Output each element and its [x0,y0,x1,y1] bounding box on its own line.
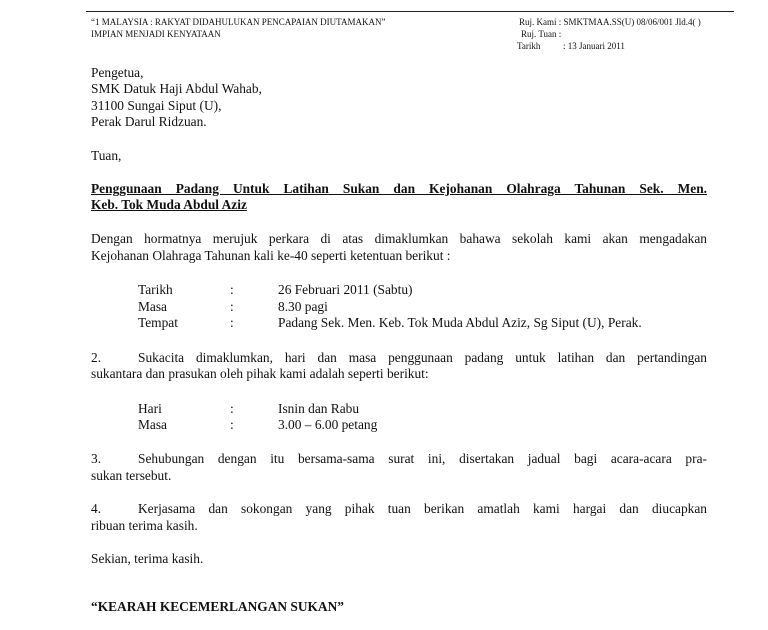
tarikh-label: Tarikh [517,41,541,51]
slogan-line-2: IMPIAN MENJADI KENYATAAN [91,29,221,39]
training-hari-label: Hari [138,401,162,416]
event-tempat-value: Padang Sek. Men. Keb. Tok Muda Abdul Aziz, Sg Siput (U), Perak. [278,315,642,330]
training-masa-value: 3.00 – 6.00 petang [278,417,378,432]
event-tarikh-colon: : [230,282,234,297]
para3-line-2: sukan tersebut. [91,468,172,483]
tarikh-value: : 13 Januari 2011 [563,41,625,51]
para4-line-2: ribuan terima kasih. [91,518,198,533]
subject-line-1: Penggunaan Padang Untuk Latihan Sukan dan Kejohanan Olahraga Tahunan Sek. Men. [91,181,707,196]
para2-line-2: sukantara dan prasukan oleh pihak kami adalah seperti berikut: [91,366,429,381]
event-masa-colon: : [230,299,234,314]
subject-line-2: Keb. Tok Muda Abdul Aziz [91,197,247,212]
para3-line-1: Sehubungan dengan itu bersama-sama surat ini, disertakan jadual bagi acara-acara pra- [138,451,707,466]
event-masa-label: Masa [138,299,168,314]
closing-text: Sekian, terima kasih. [91,551,204,566]
ruj-kami: Ruj. Kami : SMKTMAA.SS(U) 08/06/001 Jld.4( ) [519,17,701,27]
slogan-line-1: “1 MALAYSIA : RAKYAT DIDAHULUKAN PENCAPAIAN DIUTAMAKAN” [91,17,386,27]
training-hari-colon: : [230,401,234,416]
recipient-line-2: SMK Datuk Haji Abdul Wahab, [91,81,262,96]
event-masa-value: 8.30 pagi [278,299,328,314]
para4-number: 4. [91,501,102,516]
salutation: Tuan, [91,148,122,163]
recipient-line-1: Pengetua, [91,65,144,80]
event-tempat-label: Tempat [138,315,178,330]
event-tempat-colon: : [230,315,234,330]
event-tarikh-label: Tarikh [138,282,173,297]
para4-line-1: Kerjasama dan sokongan yang pihak tuan berikan amatlah kami hargai dan diucapkan [138,501,707,516]
para2-number: 2. [91,350,102,365]
intro-line-2: Kejohanan Olahraga Tahunan kali ke-40 seperti ketentuan berikut : [91,248,451,263]
training-masa-colon: : [230,417,234,432]
motto: “KEARAH KECEMERLANGAN SUKAN” [91,599,344,614]
training-masa-label: Masa [138,417,168,432]
para3-number: 3. [91,451,102,466]
intro-line-1: Dengan hormatnya merujuk perkara di atas dimaklumkan bahawa sekolah kami akan mengadakan [91,231,707,246]
training-hari-value: Isnin dan Rabu [278,401,360,416]
para2-line-1: Sukacita dimaklumkan, hari dan masa penggunaan padang untuk latihan dan pertandingan [138,350,707,365]
recipient-line-3: 31100 Sungai Siput (U), [91,98,222,113]
event-tarikh-value: 26 Februari 2011 (Sabtu) [278,282,413,297]
header-rule [86,11,734,12]
recipient-line-4: Perak Darul Ridzuan. [91,114,207,129]
ruj-tuan: Ruj. Tuan : [521,29,562,39]
